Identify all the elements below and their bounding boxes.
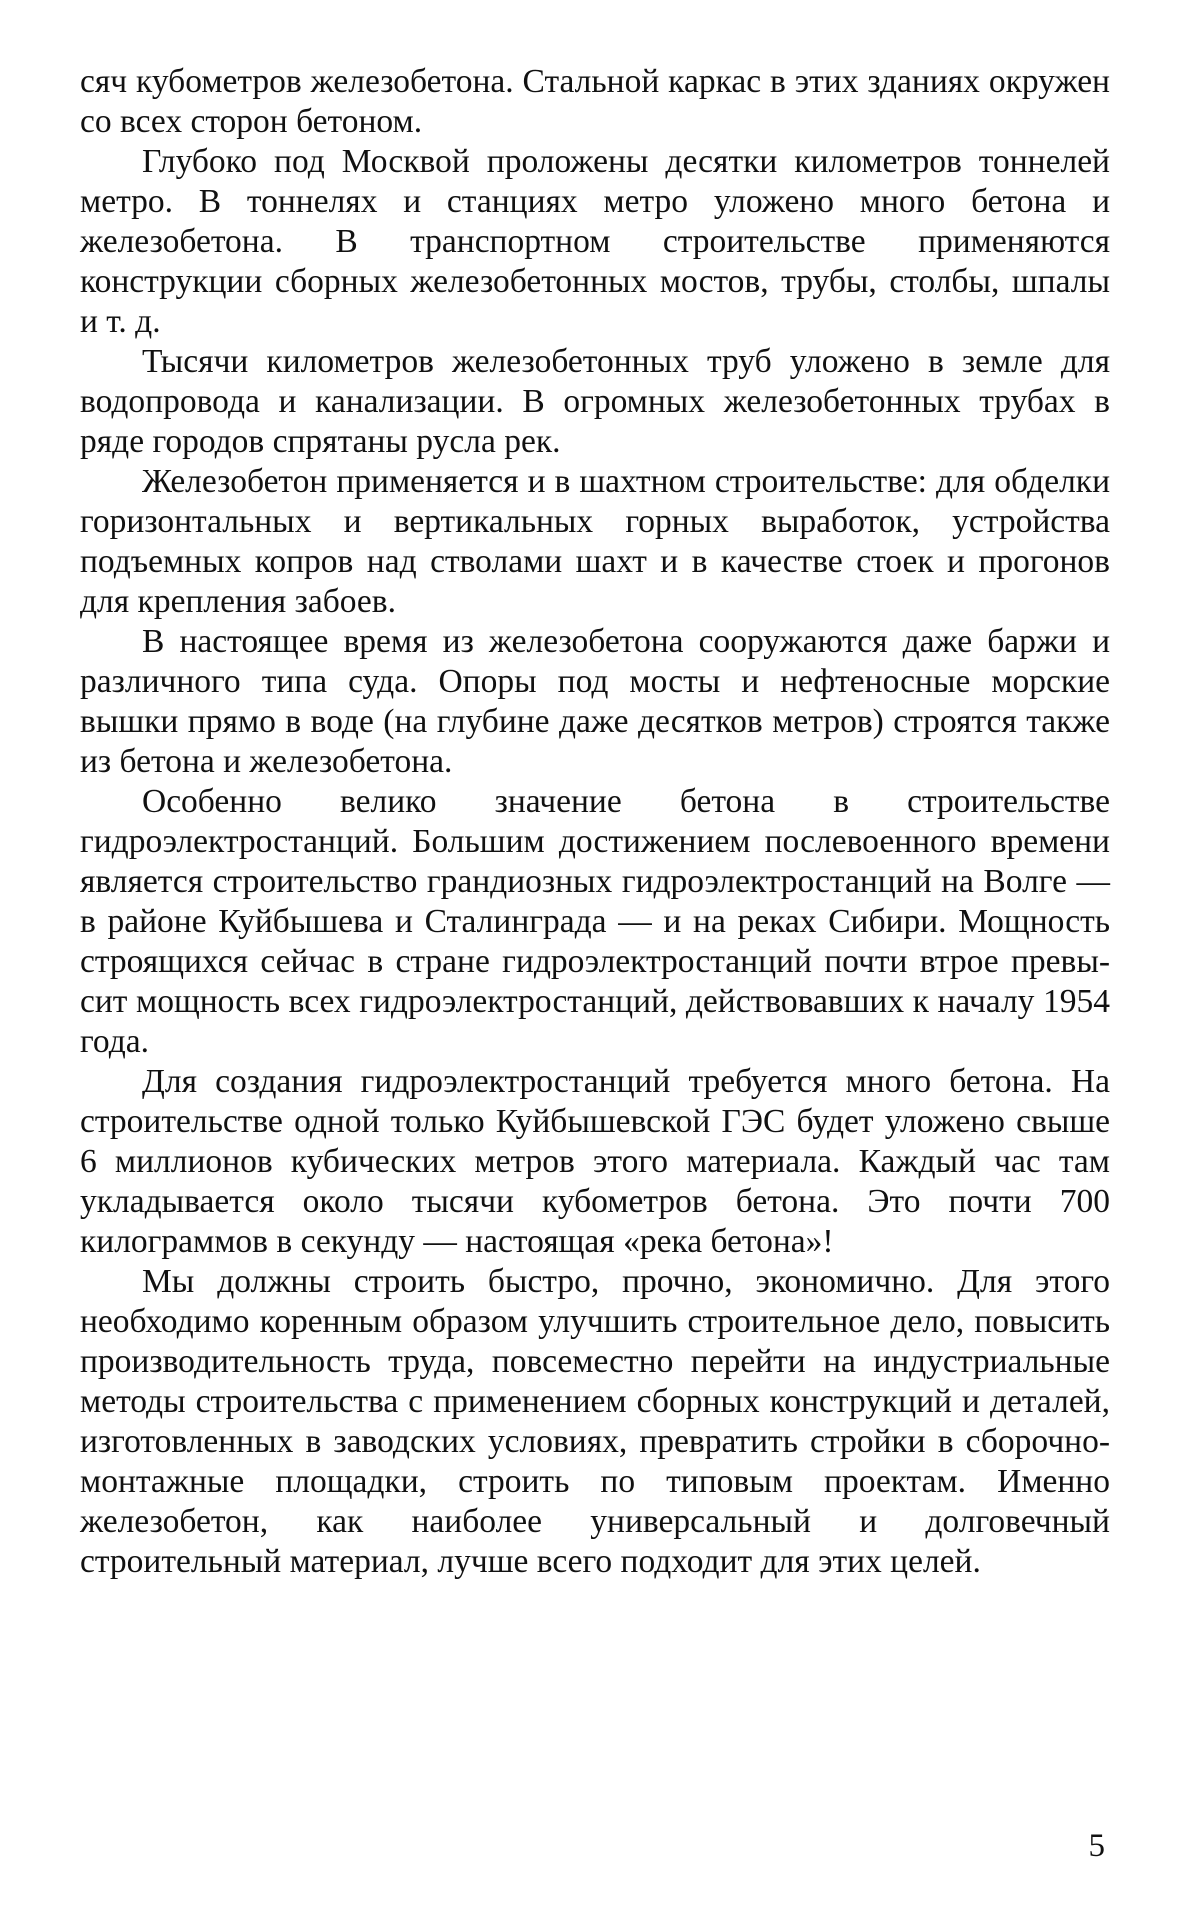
paragraph-hydro-stations: Особенно велико значение бетона в строительстве гидроэлектростанций. Большим достижением послевоенного времени является строительство грандиозных гидроэлектростанций на Волге — в районе Куйбышева и Сталинграда — и на реках Сибири. Мощность строящихся сейчас в стране гидроэлектростанций почти втрое превысит мощность всех гидроэлектростанций, действовавших к началу 1954 года. <box>80 783 1110 1060</box>
paragraph-continued: сяч кубометров железобетона. Стальной каркас в этих зданиях окружен со всех сторон бетоном. <box>80 63 1110 140</box>
paragraph-mining: Железобетон применяется и в шахтном строительстве: для обделки горизонтальных и вертикальных горных выработок, устройства подъемных копров над стволами шахт и в качестве стоек и прогонов для крепления забоев. <box>80 463 1110 620</box>
paragraph-industrial-methods: Мы должны строить быстро, прочно, экономично. Для этого необходимо коренным образом улучшить строительное дело, повысить производительность труда, повсеместно перейти на индустриальные методы строительства с применением сборных конструкций и деталей, изготовленных в заводских условиях, превратить стройки в сборочно-монтажные площадки, строить по типовым проектам. Именно железобетон, как наиболее универсальный и долговечный строительный материал, лучше всего подходит для этих целей. <box>80 1263 1110 1580</box>
paragraph-moscow-metro: Глубоко под Москвой проложены десятки километров тоннелей метро. В тоннелях и станциях метро уложено много бетона и железобетона. В транспортном строительстве применяются конструкции сборных железобетонных мостов, трубы, столбы, шпалы и т. д. <box>80 143 1110 340</box>
page-number: 5 <box>1088 1828 1105 1864</box>
page-body <box>80 62 1110 1582</box>
paragraph-pipes: Тысячи километров железобетонных труб уложено в земле для водопровода и канализации. В огромных железобетонных трубах в ряде городов спрятаны русла рек. <box>80 343 1110 460</box>
paragraph-barges: В настоящее время из железобетона сооружаются даже баржи и различного типа суда. Опоры под мосты и нефтеносные морские вышки прямо в воде (на глубине даже десятков метров) строятся также из бетона и железобетона. <box>80 623 1110 780</box>
paragraph-kuibyshev-ges: Для создания гидроэлектростанций требуется много бетона. На строительстве одной только Куйбышевской ГЭС будет уложено свыше 6 миллионов кубических метров этого материала. Каждый час там укладывается около тысячи кубометров бетона. Это почти 700 килограммов в секунду — настоящая «река бетона»! <box>80 1063 1110 1260</box>
